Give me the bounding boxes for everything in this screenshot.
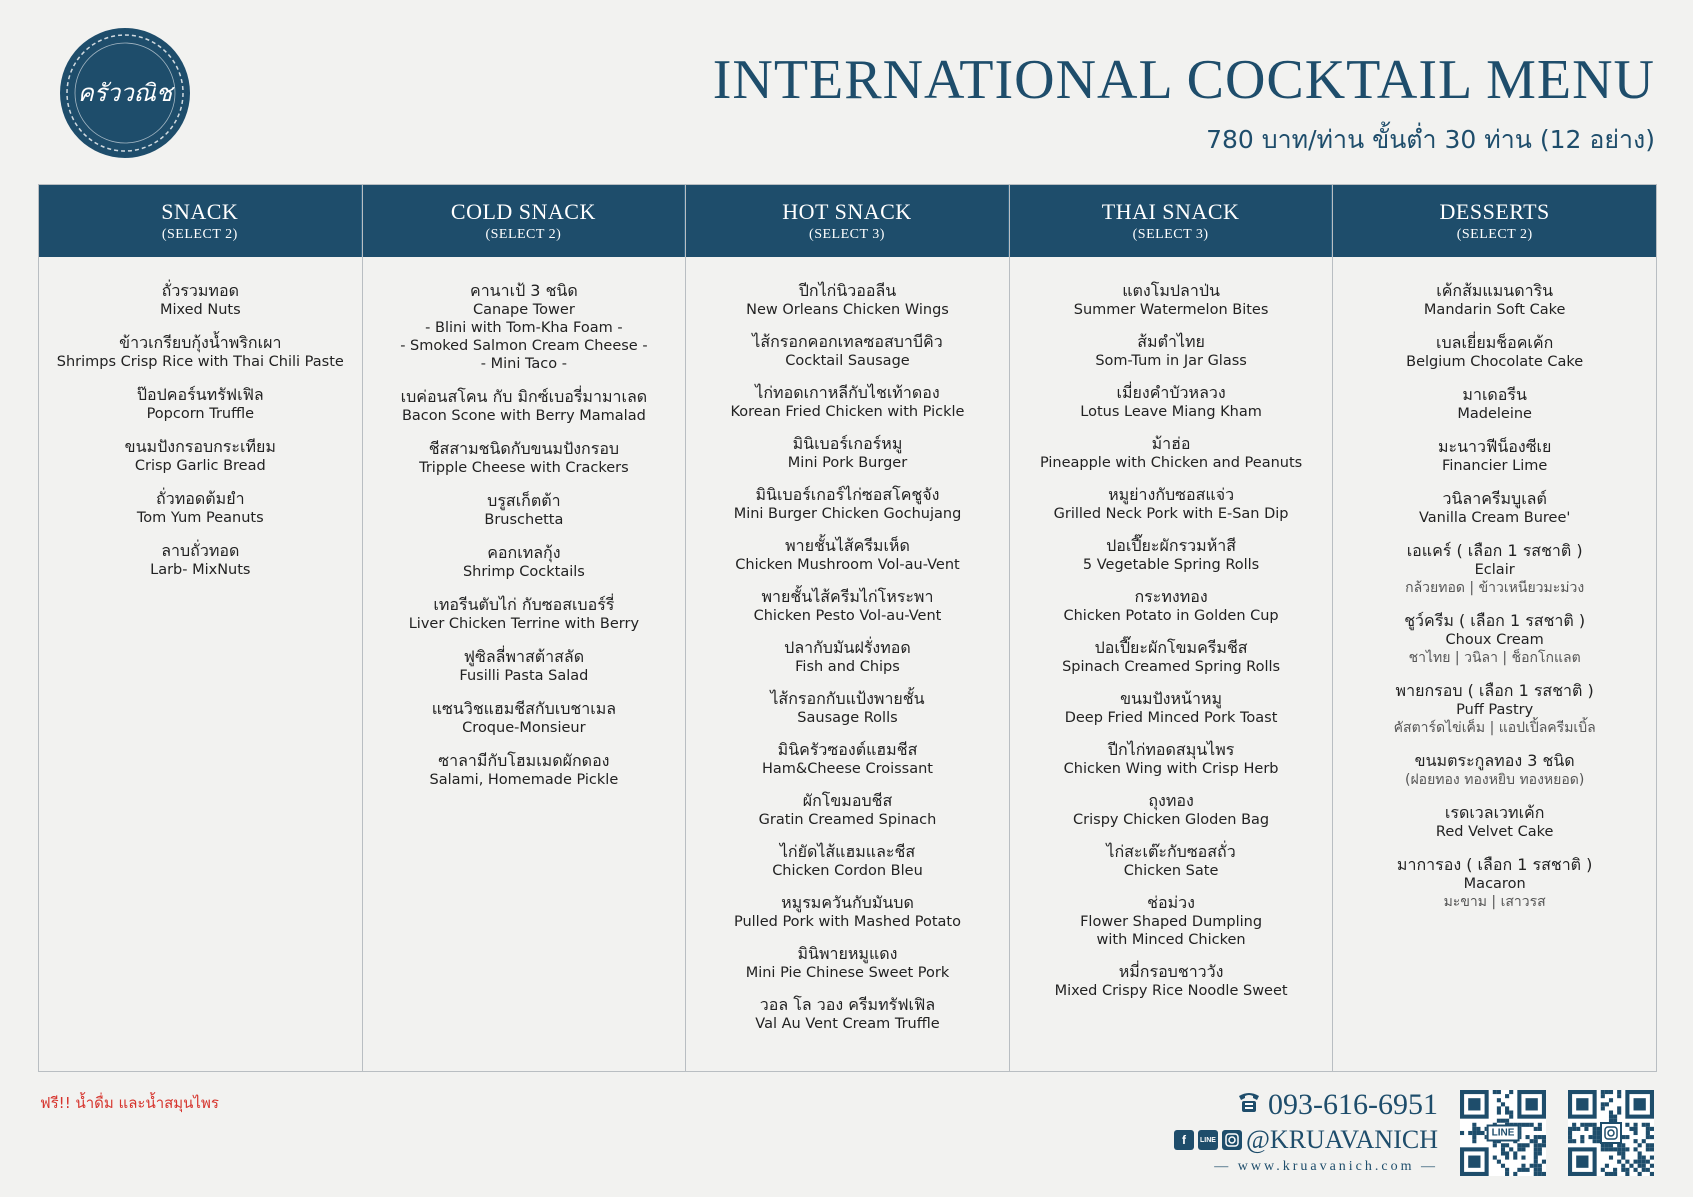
menu-item [1054, 485, 1289, 523]
item-english-name: Tripple Cheese with Crackers [419, 460, 629, 476]
item-english-name: Sausage Rolls [797, 710, 898, 726]
facebook-icon[interactable]: f [1174, 1130, 1194, 1150]
item-thai-name: ขนมตระกูลทอง 3 ชนิด [1414, 751, 1575, 770]
menu-item [1063, 587, 1278, 625]
item-thai-name: แซนวิชแฮมชีสกับเบชาเมล [431, 699, 617, 718]
menu-item [752, 332, 942, 370]
item-thai-name: เบค่อนสโคน กับ มิกซ์เบอรี่มามาเลด [400, 387, 648, 406]
item-english-name: Chicken Cordon Bleu [772, 863, 923, 879]
item-english-name: Val Au Vent Cream Truffle [755, 1016, 940, 1032]
qr-instagram-badge [1600, 1122, 1622, 1144]
column-header [39, 185, 362, 257]
item-english-name: Grilled Neck Pork with E-San Dip [1053, 506, 1289, 522]
item-thai-name: พายชั้นไส้ครีมไก่โหระพา [761, 587, 934, 606]
item-thai-name: มาการอง ( เลือก 1 รสชาติ ) [1396, 855, 1593, 874]
instagram-icon[interactable] [1222, 1130, 1242, 1150]
item-thai-name: ถั่วรวมทอด [161, 281, 239, 300]
menu-item [1080, 383, 1262, 421]
column-select-rule: (SELECT 2) [485, 227, 562, 242]
item-detail-line: - Smoked Salmon Cream Cheese - [400, 338, 648, 354]
social-handle: @KRUAVANICH [1245, 1125, 1438, 1154]
item-english-name: Mandarin Soft Cake [1423, 302, 1566, 318]
item-english-name: Tom Yum Peanuts [136, 510, 264, 526]
item-thai-name: หมูย่างกับซอสแจ่ว [1108, 485, 1235, 504]
item-english-name: Ham&Cheese Croissant [761, 761, 933, 777]
column-select-rule: (SELECT 2) [161, 227, 238, 242]
item-english-name: Larb- MixNuts [150, 562, 251, 578]
item-thai-name: ถั่วทอดต้มยำ [156, 489, 245, 508]
social-handles[interactable] [1174, 1125, 1438, 1155]
item-english-name: Spinach Creamed Spring Rolls [1062, 659, 1281, 675]
item-english-name: Madeleine [1457, 406, 1532, 422]
item-thai-name: ชูว์ครีม ( เลือก 1 รสชาติ ) [1404, 611, 1586, 630]
menu-item [1394, 681, 1596, 737]
logo-text: ครัววณิช [77, 79, 173, 107]
item-english-name: Gratin Creamed Spinach [758, 812, 937, 828]
menu-item [1436, 803, 1554, 841]
column-title: DESSERTS [1439, 199, 1550, 224]
menu-item [419, 439, 629, 477]
menu-item [1457, 385, 1532, 423]
item-english-name: Cocktail Sausage [785, 353, 910, 369]
item-thai-name: ป๊อปคอร์นทรัฟเฟิล [136, 385, 264, 404]
item-english-name: Popcorn Truffle [146, 406, 255, 422]
menu-items [1333, 257, 1656, 925]
menu-items [1010, 257, 1333, 1013]
item-english-name: Puff Pastry [1456, 702, 1534, 718]
item-thai-name: เค้กส้มแมนดาริน [1436, 281, 1554, 300]
line-icon[interactable]: LINE [1198, 1130, 1218, 1150]
menu-item [150, 541, 250, 579]
item-english-name: Liver Chicken Terrine with Berry [408, 616, 640, 632]
item-thai-name: ผักโขมอบชีส [802, 791, 893, 810]
menu-item [730, 383, 964, 421]
item-english-name: Belgium Chocolate Cake [1406, 354, 1584, 370]
menu-item [137, 385, 264, 423]
website-url[interactable]: — www.kruavanich.com — [1214, 1159, 1438, 1174]
menu-item [1055, 962, 1288, 1000]
menu-item [1419, 489, 1570, 527]
menu-item [125, 437, 276, 475]
item-english-name: Canape Tower [472, 302, 575, 318]
menu-item [1062, 638, 1280, 676]
menu-table [38, 184, 1657, 1072]
phone-icon [1236, 1088, 1262, 1122]
item-english-name: Macaron [1463, 876, 1526, 892]
item-thai-name: เบลเยี่ยมช็อคเค้ก [1436, 333, 1554, 352]
item-thai-name: มาเดอรีน [1462, 385, 1527, 404]
column-title: COLD SNACK [450, 199, 596, 224]
item-thai-name: ไก่ยัดไส้แฮมและชีส [779, 842, 916, 861]
item-english-name: Mini Pie Chinese Sweet Pork [745, 965, 950, 981]
item-thai-name: บรูสเก็ตต้า [487, 491, 561, 510]
menu-item [1095, 332, 1247, 370]
free-drinks-note: ฟรี!! น้ำดื่ม และน้ำสมุนไพร [40, 1094, 219, 1112]
page-title: INTERNATIONAL COCKTAIL MENU [712, 49, 1655, 111]
item-thai-name: เอแคร์ ( เลือก 1 รสชาติ ) [1406, 541, 1583, 560]
menu-item [788, 434, 907, 472]
menu-items [39, 257, 362, 593]
menu-item [137, 489, 264, 527]
menu-item [746, 944, 950, 982]
item-thai-name: ช่อม่วง [1147, 893, 1195, 912]
item-thai-name: แตงโมปลาป่น [1122, 281, 1220, 300]
column-select-rule: (SELECT 2) [1456, 227, 1533, 242]
item-thai-name: มะนาวฟีน็องซีเย [1437, 437, 1552, 456]
item-english-name: Eclair [1474, 562, 1515, 578]
item-thai-name: คอกเทลกุ้ง [487, 543, 561, 562]
menu-item [401, 387, 648, 425]
item-flavor-options: ชาไทย | วนิลา | ช็อกโกแลต [1408, 650, 1581, 666]
item-english-name: Korean Fried Chicken with Pickle [730, 404, 965, 420]
menu-item [430, 751, 619, 789]
menu-item [1405, 541, 1584, 597]
price-subtitle: 780 บาท/ท่าน ขั้นต่ำ 30 ท่าน (12 อย่าง) [1206, 125, 1655, 154]
menu-item [1424, 281, 1566, 319]
item-detail-line: - Mini Taco - [480, 356, 567, 372]
item-english-name: New Orleans Chicken Wings [746, 302, 949, 318]
item-thai-name: ปีกไก่ทอดสมุนไพร [1107, 740, 1235, 759]
item-english-name: Mini Burger Chicken Gochujang [733, 506, 962, 522]
item-english-name: Chicken Mushroom Vol-au-Vent [735, 557, 960, 573]
menu-item [735, 536, 959, 574]
menu-column [1333, 185, 1656, 1071]
item-english-name: Pulled Pork with Mashed Potato [733, 914, 961, 930]
item-thai-name: ส้มตำไทย [1137, 332, 1205, 351]
item-english-name: Fusilli Pasta Salad [459, 668, 589, 684]
menu-item [1438, 437, 1551, 475]
item-thai-name: มินิครัวซองต์แฮมชีส [777, 740, 918, 759]
column-header [1010, 185, 1333, 257]
item-english-name: Pineapple with Chicken and Peanuts [1039, 455, 1303, 471]
qr-code-line[interactable] [1460, 1090, 1546, 1176]
menu-item [734, 485, 962, 523]
menu-item [772, 842, 923, 880]
menu-item [160, 281, 241, 319]
brand-logo [60, 28, 190, 158]
menu-item [1106, 842, 1235, 880]
menu-item [734, 893, 961, 931]
item-thai-name: วอล โล วอง ครีมทรัฟเฟิล [759, 995, 936, 1014]
menu-item [1064, 740, 1279, 778]
item-thai-name: หมี่กรอบชาววัง [1118, 962, 1224, 981]
item-english-name: Mixed Crispy Rice Noodle Sweet [1054, 983, 1288, 999]
item-flavor-options: มะขาม | เสาวรส [1443, 894, 1546, 910]
item-thai-name: ไก่ทอดเกาหลีกับไชเท้าดอง [755, 383, 940, 402]
item-detail-line: with Minced Chicken [1096, 932, 1246, 948]
qr-code-instagram[interactable] [1568, 1090, 1654, 1176]
column-header [686, 185, 1009, 257]
column-select-rule: (SELECT 3) [1132, 227, 1209, 242]
item-english-name: Vanilla Cream Buree' [1418, 510, 1571, 526]
item-thai-name: ปอเปี๊ยะผักโขมครีมชีส [1094, 638, 1248, 657]
column-select-rule: (SELECT 3) [809, 227, 885, 242]
item-thai-name: เทอรีนตับไก่ กับซอสเบอร์รี่ [433, 595, 615, 614]
menu-item [1397, 855, 1592, 911]
item-english-name: Chicken Sate [1123, 863, 1219, 879]
menu-column [39, 185, 363, 1071]
menu-item [409, 595, 639, 633]
item-thai-name: ชีสสามชนิดกับขนมปังกรอบ [428, 439, 620, 458]
item-english-name: Fish and Chips [795, 659, 900, 675]
item-flavor-options: คัสตาร์ดไข่เค็ม | แอปเปิ้ลครีมเบิ้ล [1393, 720, 1596, 736]
item-english-name: Bacon Scone with Berry Mamalad [401, 408, 646, 424]
item-english-name: Deep Fried Minced Pork Toast [1064, 710, 1278, 726]
phone-number: 093-616-6951 [1268, 1088, 1438, 1121]
item-thai-name: ปีกไก่นิวออลีน [798, 281, 897, 300]
menu-item [754, 587, 942, 625]
item-english-name: Red Velvet Cake [1435, 824, 1554, 840]
menu-items [686, 257, 1009, 1046]
menu-item [1073, 791, 1269, 829]
item-thai-name: เมี่ยงคำบัวหลวง [1116, 383, 1226, 402]
item-thai-name: ซาลามีกับโฮมเมดผักดอง [438, 751, 610, 770]
menu-item [1083, 536, 1259, 574]
column-header [1333, 185, 1656, 257]
menu-item [459, 647, 588, 685]
item-english-name: Choux Cream [1445, 632, 1544, 648]
item-thai-name: ไส้กรอกคอกเทลซอสบาบีคิว [752, 332, 943, 351]
item-english-name: Crisp Garlic Bread [134, 458, 266, 474]
item-thai-name: ถุงทอง [1148, 791, 1194, 810]
menu-item [746, 281, 949, 319]
menu-column [363, 185, 687, 1071]
menu-item [762, 740, 933, 778]
item-thai-name: หมูรมควันกับมันบด [781, 893, 914, 912]
item-thai-name: เรดเวลเวทเค้ก [1444, 803, 1545, 822]
item-english-name: Summer Watermelon Bites [1073, 302, 1269, 318]
menu-item [755, 995, 939, 1033]
item-english-name: Flower Shaped Dumpling [1080, 914, 1263, 930]
item-english-name: Mini Pork Burger [787, 455, 908, 471]
item-english-name: Croque-Monsieur [462, 720, 586, 736]
item-thai-name: ฟูซิลลี่พาสต้าสลัด [463, 647, 585, 666]
item-flavor-options: (ฝอยทอง ทองหยิบ ทองหยอด) [1405, 772, 1585, 788]
item-thai-name: ไก่สะเต๊ะกับซอสถั่ว [1106, 842, 1236, 861]
menu-item [400, 281, 647, 373]
item-thai-name: ปลากับมันฝรั่งทอด [784, 638, 911, 657]
item-english-name: Bruschetta [484, 512, 564, 528]
menu-item [484, 491, 563, 529]
menu-item [1404, 611, 1585, 667]
menu-item [1040, 434, 1302, 472]
menu-column [686, 185, 1010, 1071]
item-english-name: Chicken Pesto Vol-au-Vent [753, 608, 942, 624]
qr-line-label: LINE [1487, 1125, 1520, 1142]
item-english-name: Lotus Leave Miang Kham [1080, 404, 1262, 420]
item-thai-name: ขนมปังหน้าหมู [1120, 689, 1223, 708]
menu-items [363, 257, 686, 803]
item-thai-name: วนิลาครีมบูเลต์ [1442, 489, 1547, 508]
menu-item [759, 791, 937, 829]
item-english-name: Chicken Wing with Crisp Herb [1063, 761, 1279, 777]
item-flavor-options: กล้วยทอด | ข้าวเหนียวมะม่วง [1405, 580, 1585, 596]
item-english-name: Crispy Chicken Gloden Bag [1073, 812, 1270, 828]
column-title: HOT SNACK [782, 199, 912, 224]
column-title: SNACK [161, 199, 239, 224]
item-detail-line: - Blini with Tom-Kha Foam - [425, 320, 623, 336]
item-thai-name: ปอเปี๊ยะผักรวมห้าสี [1106, 536, 1236, 555]
item-thai-name: มินิพายหมูแดง [797, 944, 898, 963]
item-thai-name: ลาบถั่วทอด [161, 541, 240, 560]
column-title: THAI SNACK [1101, 199, 1240, 224]
item-english-name: Mixed Nuts [159, 302, 241, 318]
item-english-name: 5 Vegetable Spring Rolls [1082, 557, 1260, 573]
menu-item [1080, 893, 1262, 949]
item-thai-name: ข้าวเกรียบกุ้งน้ำพริกเผา [119, 333, 282, 352]
item-thai-name: ม้าฮ่อ [1151, 434, 1191, 453]
item-thai-name: พายกรอบ ( เลือก 1 รสชาติ ) [1395, 681, 1594, 700]
menu-item [770, 689, 924, 727]
item-thai-name: กระทงทอง [1134, 587, 1208, 606]
menu-item [463, 543, 585, 581]
menu-item [1405, 751, 1584, 789]
menu-item [1074, 281, 1269, 319]
item-thai-name: ไส้กรอกกับแป้งพายชั้น [770, 689, 925, 708]
item-thai-name: มินิเบอร์เกอร์ไก่ซอสโคชูจัง [755, 485, 940, 504]
item-english-name: Som-Tum in Jar Glass [1095, 353, 1247, 369]
item-english-name: Shrimps Crisp Rice with Thai Chili Paste [56, 354, 344, 370]
menu-item [784, 638, 911, 676]
item-thai-name: พายชั้นไส้ครีมเห็ด [785, 536, 910, 555]
menu-item [432, 699, 616, 737]
item-english-name: Chicken Potato in Golden Cup [1063, 608, 1279, 624]
phone-contact[interactable] [1236, 1088, 1438, 1122]
menu-column [1010, 185, 1334, 1071]
item-thai-name: มินิเบอร์เกอร์หมู [792, 434, 903, 453]
column-header [363, 185, 686, 257]
item-thai-name: ขนมปังกรอบกระเทียม [124, 437, 276, 456]
item-english-name: Shrimp Cocktails [462, 564, 585, 580]
item-english-name: Salami, Homemade Pickle [429, 772, 619, 788]
item-english-name: Financier Lime [1442, 458, 1548, 474]
menu-item [1065, 689, 1278, 727]
menu-item [57, 333, 344, 371]
menu-item [1406, 333, 1583, 371]
item-thai-name: คานาเป้ 3 ชนิด [469, 281, 578, 300]
